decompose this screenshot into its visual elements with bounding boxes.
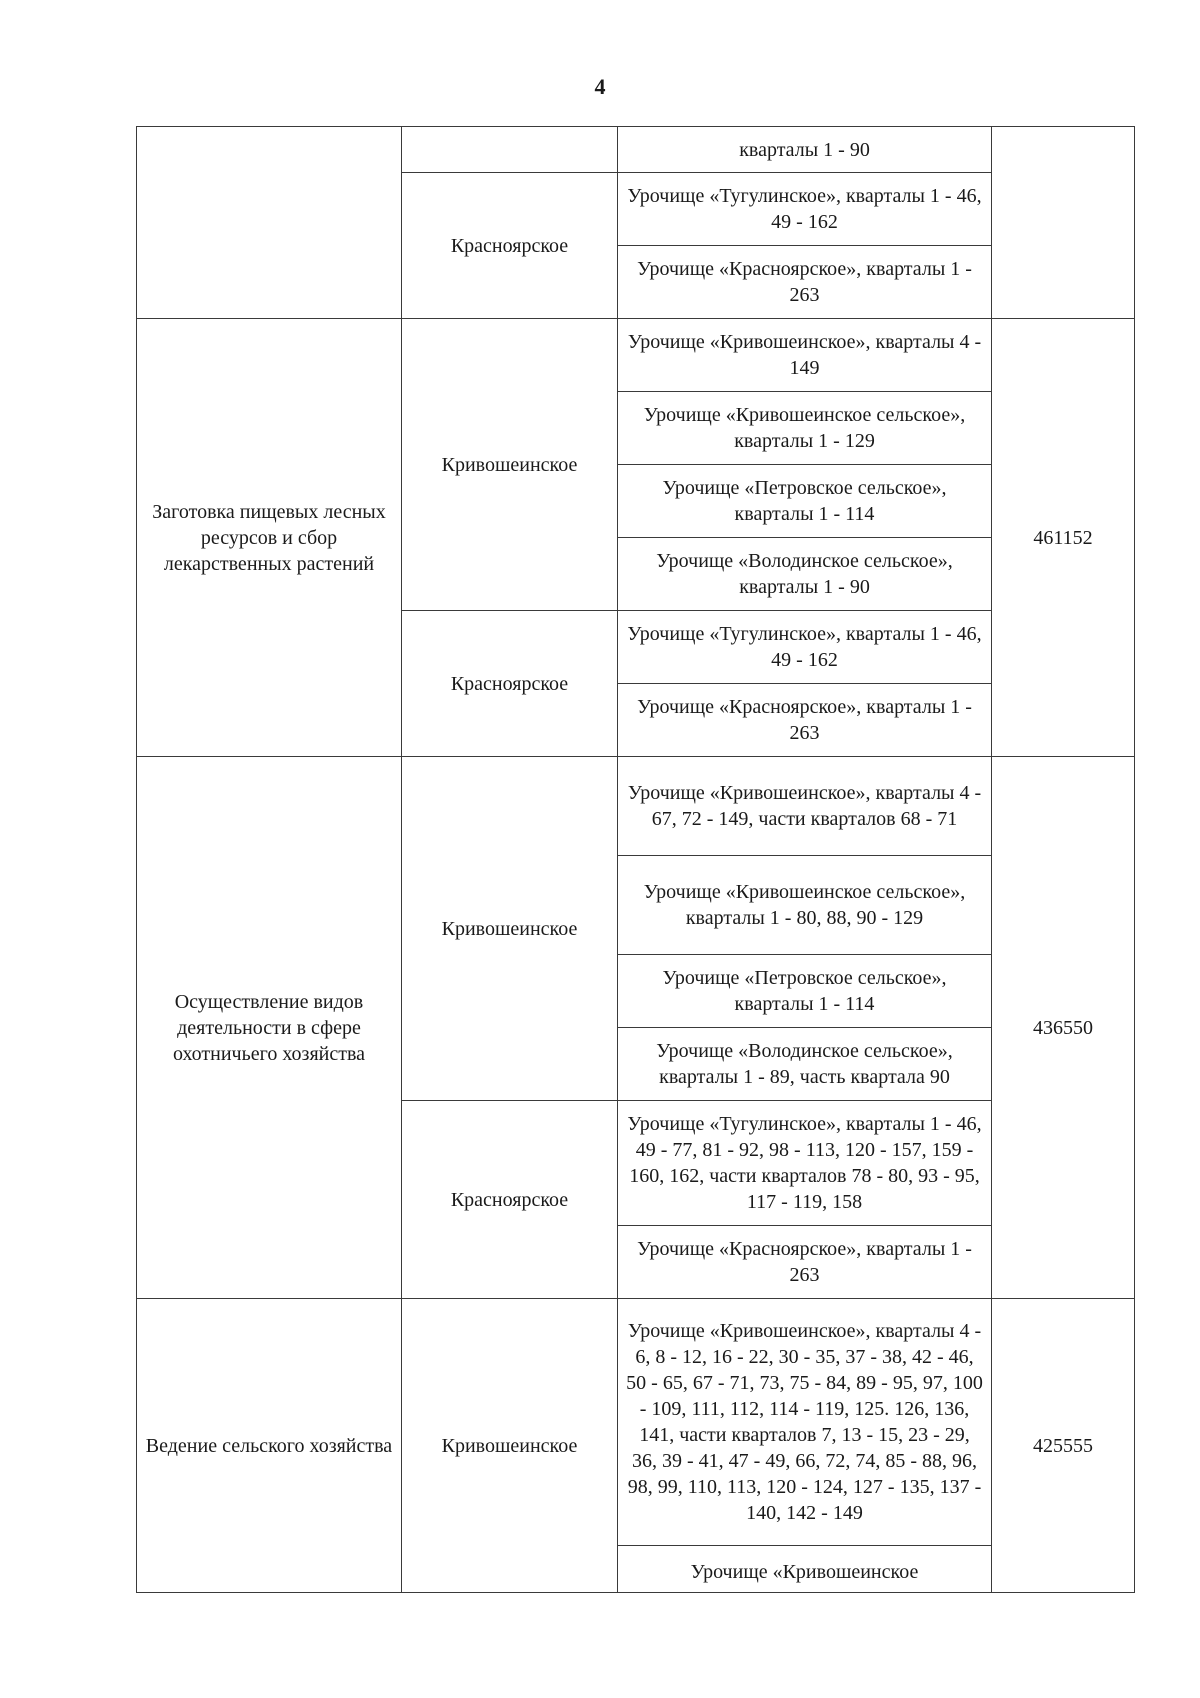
purpose-cell: Ведение сельского хозяйства bbox=[137, 1299, 402, 1593]
tract-cell: кварталы 1 - 90 bbox=[618, 127, 992, 173]
district-cell: Красноярское bbox=[402, 611, 618, 757]
tract-cell: Урочище «Кривошеинское», кварталы 4 - 67, 72 - 149, части кварталов 68 - 71 bbox=[618, 757, 992, 856]
district-cell: Кривошеинское bbox=[402, 1299, 618, 1593]
forest-use-table bbox=[136, 126, 1135, 1593]
district-cell-empty bbox=[402, 127, 618, 173]
tract-cell: Урочище «Тугулинское», кварталы 1 - 46, 49 - 77, 81 - 92, 98 - 113, 120 - 157, 159 - 160, 162, части кварталов 78 - 80, 93 - 95, 117 - 119, 158 bbox=[618, 1101, 992, 1226]
tract-cell: Урочище «Володинское сельское», кварталы 1 - 89, часть квартала 90 bbox=[618, 1028, 992, 1101]
tract-cell: Урочище «Кривошеинское сельское», кварталы 1 - 80, 88, 90 - 129 bbox=[618, 856, 992, 955]
table-row bbox=[137, 319, 1135, 392]
district-cell: Кривошеинское bbox=[402, 319, 618, 611]
purpose-cell: Осуществление видов деятельности в сфере охотничьего хозяйства bbox=[137, 757, 402, 1299]
purpose-cell-empty bbox=[137, 127, 402, 319]
tract-cell: Урочище «Володинское сельское», кварталы 1 - 90 bbox=[618, 538, 992, 611]
district-cell: Красноярское bbox=[402, 173, 618, 319]
district-cell: Кривошеинское bbox=[402, 757, 618, 1101]
table-row bbox=[137, 127, 1135, 173]
table-row bbox=[137, 1299, 1135, 1546]
tract-cell: Урочище «Петровское сельское», кварталы 1 - 114 bbox=[618, 955, 992, 1028]
tract-cell: Урочище «Тугулинское», кварталы 1 - 46, 49 - 162 bbox=[618, 611, 992, 684]
area-cell-empty bbox=[992, 127, 1135, 319]
purpose-cell: Заготовка пищевых лесных ресурсов и сбор лекарственных растений bbox=[137, 319, 402, 757]
tract-cell: Урочище «Кривошеинское», кварталы 4 - 149 bbox=[618, 319, 992, 392]
tract-cell: Урочище «Красноярское», кварталы 1 - 263 bbox=[618, 684, 992, 757]
tract-cell: Урочище «Красноярское», кварталы 1 - 263 bbox=[618, 246, 992, 319]
tract-cell: Урочище «Тугулинское», кварталы 1 - 46, 49 - 162 bbox=[618, 173, 992, 246]
district-cell: Красноярское bbox=[402, 1101, 618, 1299]
area-cell: 436550 bbox=[992, 757, 1135, 1299]
page-number: 4 bbox=[594, 74, 606, 99]
tract-cell: Урочище «Кривошеинское сельское», кварталы 1 - 129 bbox=[618, 392, 992, 465]
table-row bbox=[137, 757, 1135, 856]
area-cell: 461152 bbox=[992, 319, 1135, 757]
tract-cell: Урочище «Кривошеинское bbox=[618, 1546, 992, 1593]
tract-cell: Урочище «Петровское сельское», кварталы 1 - 114 bbox=[618, 465, 992, 538]
tract-cell: Урочище «Кривошеинское», кварталы 4 - 6, 8 - 12, 16 - 22, 30 - 35, 37 - 38, 42 - 46, 50 - 65, 67 - 71, 73, 75 - 84, 89 - 95, 97, 100 - 109, 111, 112, 114 - 119, 125. 126, 136, 141, части кварталов 7, 13 - 15, 23 - 29, 36, 39 - 41, 47 - 49, 66, 72, 74, 85 - 88, 96, 98, 99, 110, 113, 120 - 124, 127 - 135, 137 - 140, 142 - 149 bbox=[618, 1299, 992, 1546]
tract-cell: Урочище «Красноярское», кварталы 1 - 263 bbox=[618, 1226, 992, 1299]
area-cell: 425555 bbox=[992, 1299, 1135, 1593]
